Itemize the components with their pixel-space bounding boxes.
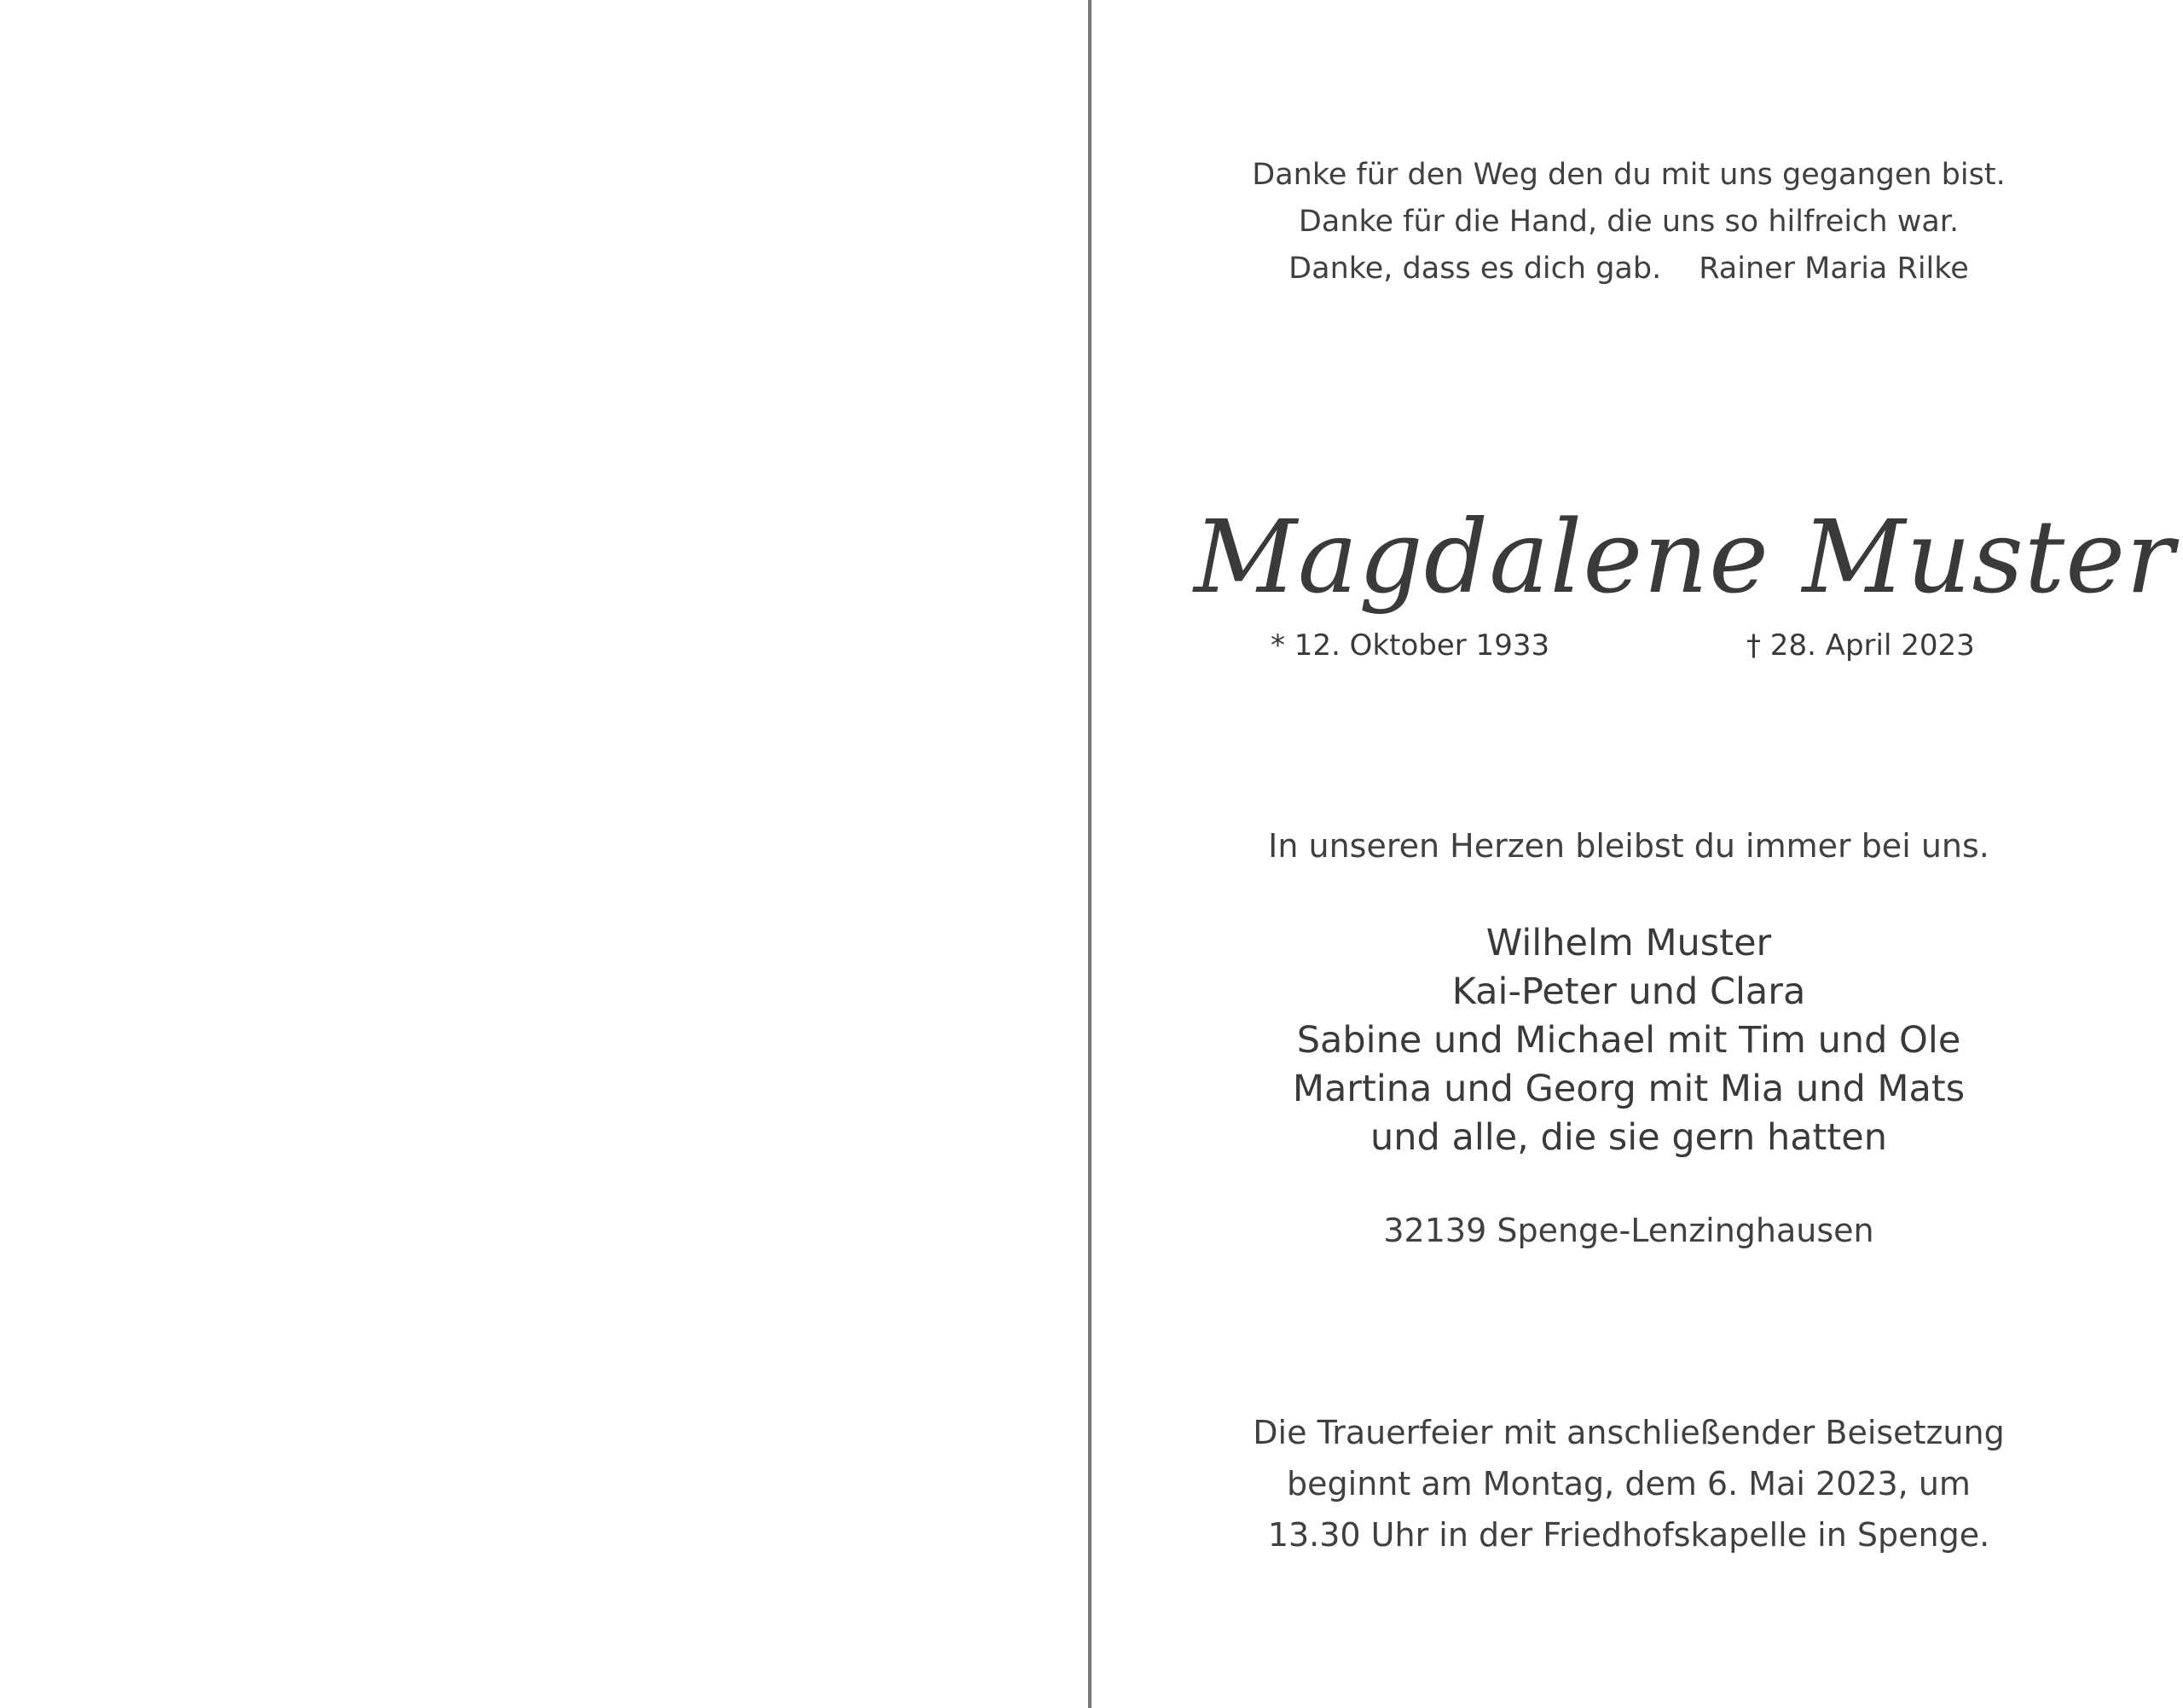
death-date: † 28. April 2023 [1746, 628, 1975, 663]
motto: In unseren Herzen bleibst du immer bei uns. [1268, 827, 1989, 865]
poem-quote [1194, 152, 2064, 292]
birth-date: * 12. Oktober 1933 [1271, 628, 1550, 663]
family-list [1194, 919, 2064, 1162]
service-line: 13.30 Uhr in der Friedhofskapelle in Spenge. [1267, 1516, 1990, 1554]
place: 32139 Spenge-Lenzinghausen [1383, 1212, 1874, 1249]
family-member: Kai-Peter und Clara [1451, 970, 1806, 1013]
poem-line-text: Danke, dass es dich gab. [1288, 252, 1662, 286]
service-notice [1194, 1407, 2064, 1560]
service-line: Die Trauerfeier mit anschließender Beisetzung [1253, 1414, 2005, 1451]
poem-line: Danke für die Hand, die uns so hilfreich war. [1298, 205, 1960, 239]
left-page-blank [0, 0, 1088, 1708]
deceased-name: Magdalene Muster [1194, 498, 2175, 616]
poem-author: Rainer Maria Rilke [1699, 252, 1969, 286]
family-member: Martina und Georg mit Mia und Mats [1292, 1068, 1966, 1110]
family-member: und alle, die sie gern hatten [1370, 1116, 1887, 1159]
service-line: beginnt am Montag, dem 6. Mai 2023, um [1287, 1465, 1971, 1502]
poem-line-last [1194, 246, 2064, 292]
family-member: Sabine und Michael mit Tim und Ole [1296, 1019, 1961, 1062]
poem-line: Danke für den Weg den du mit uns gegangen bist. [1252, 158, 2006, 192]
family-member: Wilhelm Muster [1485, 922, 1772, 964]
